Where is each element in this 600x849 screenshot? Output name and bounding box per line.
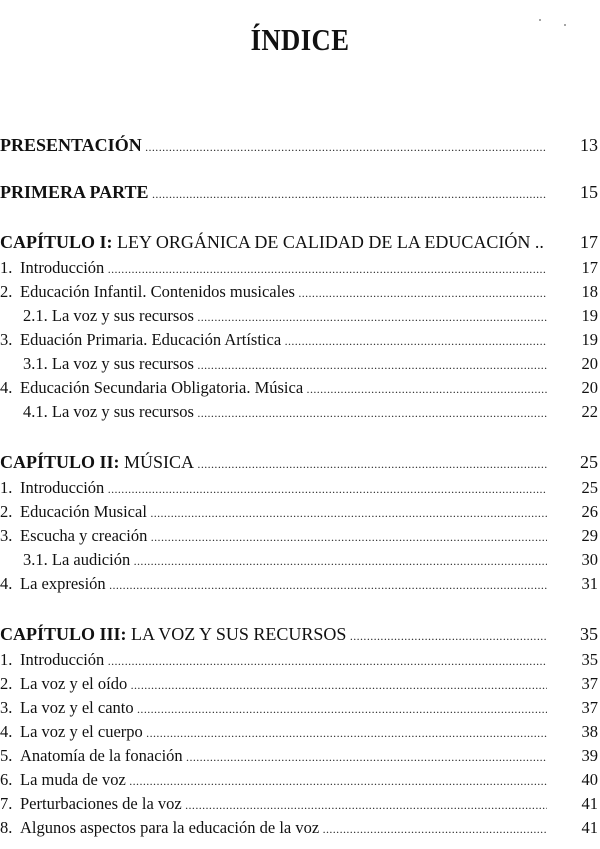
entry-label: PRESENTACIÓN <box>0 135 142 155</box>
entry-text: Introducción <box>20 258 105 277</box>
page-number: 35 <box>581 650 598 669</box>
entry-text: 3.1. La voz y sus recursos <box>23 354 194 373</box>
toc-entry[interactable] <box>0 672 600 696</box>
entry-text: La voz y el oído <box>20 674 128 693</box>
chapter-title: LEY ORGÁNICA DE CALIDAD DE LA EDUCACIÓN .. <box>117 232 544 252</box>
chapter-title: LA VOZ Y SUS RECURSOS <box>131 624 347 644</box>
scan-speck <box>539 19 541 21</box>
toc-entry[interactable] <box>0 256 600 280</box>
toc-entry-primera-parte[interactable] <box>0 180 600 204</box>
toc-entry[interactable] <box>0 280 600 304</box>
chapter-title: MÚSICA <box>124 452 195 472</box>
toc-entry[interactable] <box>0 792 600 816</box>
entry-text: La muda de voz <box>20 770 126 789</box>
toc-entry[interactable] <box>0 476 600 500</box>
page-number: 20 <box>581 354 598 373</box>
page-number: 31 <box>581 574 598 593</box>
entry-text: 3.1. La audición <box>23 550 131 569</box>
entry-text: Educación Musical <box>20 502 147 521</box>
page-number: 22 <box>581 402 598 421</box>
toc-entry-presentacion[interactable] <box>0 133 600 157</box>
toc-entry[interactable] <box>0 376 600 400</box>
entry-text: Educación Secundaria Obligatoria. Música <box>20 378 304 397</box>
entry-number: 1. <box>0 650 13 669</box>
entry-number: 6. <box>0 770 13 789</box>
entry-number: 2. <box>0 502 13 521</box>
page-number: 30 <box>581 550 598 569</box>
entry-text: La expresión <box>20 574 106 593</box>
entry-text: La voz y el canto <box>20 698 134 717</box>
page-number: 37 <box>581 674 598 693</box>
entry-number: 3. <box>0 330 13 349</box>
toc-entry[interactable] <box>0 720 600 744</box>
entry-text: Algunos aspectos para la educación de la voz <box>20 818 320 837</box>
toc-entry[interactable] <box>0 524 600 548</box>
entry-number: 8. <box>0 818 13 837</box>
page-number: 25 <box>581 478 598 497</box>
entry-number: 3. <box>0 526 13 545</box>
page-number: 17 <box>581 258 598 277</box>
entry-text: Educación Infantil. Contenidos musicales <box>20 282 295 301</box>
chapter-label: CAPÍTULO II: <box>0 452 120 472</box>
page-number: 19 <box>581 306 598 325</box>
toc-entry-capitulo-3[interactable] <box>0 622 600 646</box>
entry-number: 1. <box>0 478 13 497</box>
toc-entry-capitulo-1[interactable] <box>0 230 600 254</box>
page-number: 39 <box>581 746 598 765</box>
entry-number: 2. <box>0 282 13 301</box>
page-number: 20 <box>581 378 598 397</box>
page-number: 38 <box>581 722 598 741</box>
toc-entry-capitulo-2[interactable] <box>0 450 600 474</box>
toc-entry[interactable] <box>0 696 600 720</box>
entry-number: 1. <box>0 258 13 277</box>
page-number: 29 <box>581 526 598 545</box>
entry-number: 4. <box>0 378 13 397</box>
toc-entry[interactable] <box>0 768 600 792</box>
page-number: 41 <box>581 794 598 813</box>
page-number: 13 <box>580 135 598 155</box>
entry-text: Anatomía de la fonación <box>20 746 183 765</box>
toc-entry[interactable] <box>0 816 600 840</box>
page-number: 37 <box>581 698 598 717</box>
entry-number: 5. <box>0 746 13 765</box>
page-number: 35 <box>580 624 598 644</box>
toc-entry[interactable] <box>0 572 600 596</box>
page-number: 19 <box>581 330 598 349</box>
page-number: 26 <box>581 502 598 521</box>
toc-entry[interactable] <box>0 328 600 352</box>
entry-text: 2.1. La voz y sus recursos <box>23 306 194 325</box>
toc-entry[interactable] <box>0 744 600 768</box>
entry-number: 2. <box>0 674 13 693</box>
entry-text: Perturbaciones de la voz <box>20 794 182 813</box>
entry-number: 7. <box>0 794 13 813</box>
chapter-label: CAPÍTULO I: <box>0 232 113 252</box>
chapter-label: CAPÍTULO III: <box>0 624 127 644</box>
entry-text: Escucha y creación <box>20 526 148 545</box>
toc-subentry[interactable] <box>0 548 600 572</box>
entry-label: PRIMERA PARTE <box>0 182 149 202</box>
page-number: 18 <box>581 282 598 301</box>
scan-speck <box>564 24 566 26</box>
toc-entry[interactable] <box>0 648 600 672</box>
entry-text: Introducción <box>20 650 105 669</box>
page-number: 17 <box>580 232 598 252</box>
entry-text: Eduación Primaria. Educación Artística <box>20 330 282 349</box>
page-number: 41 <box>581 818 598 837</box>
page-number: 40 <box>581 770 598 789</box>
toc-entry[interactable] <box>0 500 600 524</box>
toc-subentry[interactable] <box>0 400 600 424</box>
entry-number: 3. <box>0 698 13 717</box>
entry-number: 4. <box>0 574 13 593</box>
entry-number: 4. <box>0 722 13 741</box>
entry-text: La voz y el cuerpo <box>20 722 143 741</box>
entry-text: Introducción <box>20 478 105 497</box>
page-number: 15 <box>580 182 598 202</box>
page-number: 25 <box>580 452 598 472</box>
page-title: ÍNDICE <box>250 22 350 57</box>
entry-text: 4.1. La voz y sus recursos <box>23 402 194 421</box>
toc-subentry[interactable] <box>0 352 600 376</box>
toc-subentry[interactable] <box>0 304 600 328</box>
